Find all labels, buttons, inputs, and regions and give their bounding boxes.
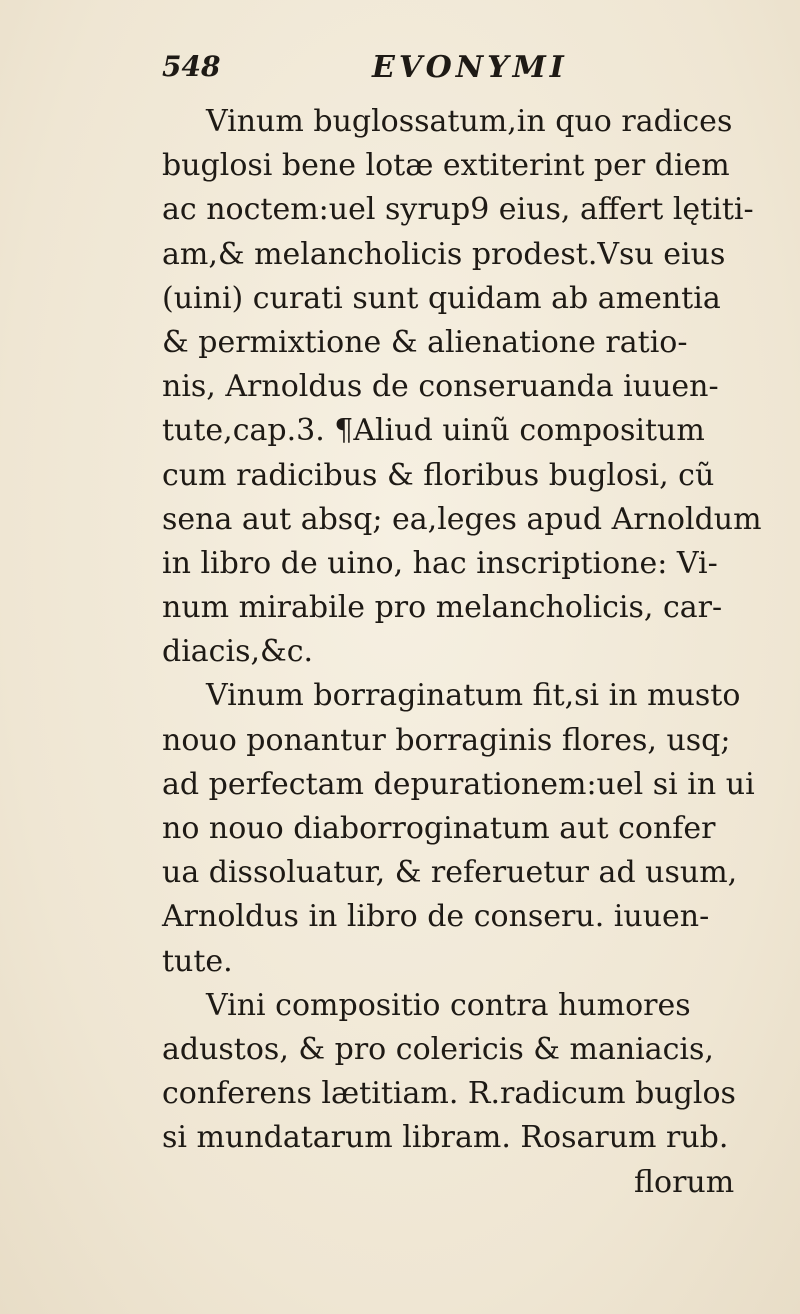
text-line: tute,cap.3. ¶Aliud uinũ compositum bbox=[162, 413, 705, 449]
text-line: Vini compositio contra humores bbox=[206, 987, 691, 1023]
text-line: num mirabile pro melancholicis, car- bbox=[162, 590, 723, 626]
text-line: & permixtione & alienatione ratio- bbox=[162, 324, 688, 360]
body-text bbox=[162, 100, 800, 1205]
text-line: sena aut absq; ea,leges apud Arnoldum bbox=[162, 501, 762, 537]
text-line: Vinum buglossatum,in quo radices bbox=[206, 104, 733, 139]
text-line: ad perfectam depurationem:uel si in ui bbox=[162, 766, 755, 802]
text-line: (uini) curati sunt quidam ab amentia bbox=[162, 280, 721, 316]
text-line: adustos, & pro colericis & maniacis, bbox=[162, 1031, 714, 1067]
text-line: ac noctem:uel syrup9 eius, affert lętiti- bbox=[162, 192, 754, 228]
text-line: nouo ponantur borraginis flores, usq; bbox=[162, 722, 731, 758]
text-line: am,& melancholicis prodest.Vsu eius bbox=[162, 236, 726, 272]
text-line: Arnoldus in libro de conseru. iuuen- bbox=[162, 899, 710, 935]
text-line: no nouo diaborroginatum aut confer bbox=[162, 811, 716, 846]
text-line: nis, Arnoldus de conseruanda iuuen- bbox=[162, 369, 719, 405]
text-line: cum radicibus & floribus buglosi, cũ bbox=[162, 457, 715, 493]
text-line: florum bbox=[634, 1164, 735, 1200]
text-line: diacis,&c. bbox=[162, 634, 314, 670]
running-title: EVONYMI bbox=[372, 50, 568, 85]
text-line: buglosi bene lotæ extiterint per diem bbox=[162, 148, 730, 184]
page-number: 548 bbox=[162, 50, 221, 83]
text-line: ua dissoluatur, & referuetur ad usum, bbox=[162, 855, 738, 891]
text-line: in libro de uino, hac inscriptione: Vi- bbox=[162, 545, 718, 581]
text-line: si mundatarum libram. Rosarum rub. bbox=[162, 1120, 729, 1156]
text-line: conferens lætitiam. R.radicum buglos bbox=[162, 1076, 736, 1112]
text-line: Vinum borraginatum fit,si in musto bbox=[206, 678, 741, 714]
page-header bbox=[162, 50, 632, 94]
text-line: tute. bbox=[162, 943, 233, 979]
